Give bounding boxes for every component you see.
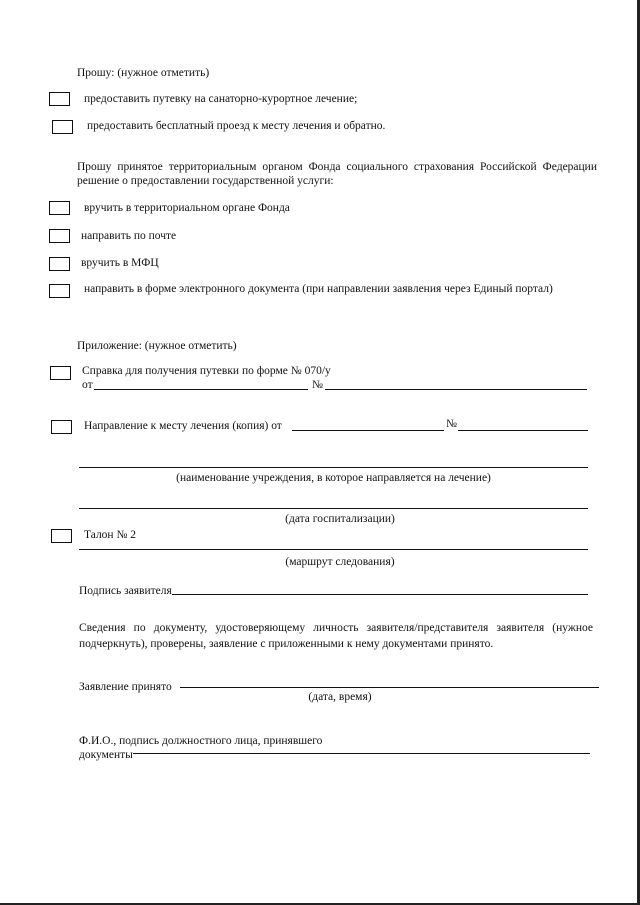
spravka-number-field[interactable] <box>325 389 587 390</box>
talon-label: Талон № 2 <box>84 529 137 541</box>
option-voucher: предоставить путевку на санаторно-курортное лечение; <box>84 93 358 105</box>
section2-heading-line1: Прошу принятое территориальным органом Фонда социального страхования Российской Федерации <box>77 161 597 173</box>
option-deliver-fund: вручить в территориальном органе Фонда <box>84 202 290 214</box>
napravlenie-date-field[interactable] <box>292 430 444 431</box>
checkbox-free-travel[interactable] <box>52 120 73 134</box>
verification-text: Сведения по документу, удостоверяющему личность заявителя/представителя заявителя (нужное подчеркнуть), проверены, заявление с приложенными к нему документами принято. <box>79 622 593 650</box>
checkbox-talon[interactable] <box>51 529 72 543</box>
attachments-heading: Приложение: (нужное отметить) <box>77 340 237 352</box>
applicant-signature-field[interactable] <box>172 594 588 595</box>
napravlenie-number-field[interactable] <box>458 430 588 431</box>
checkbox-electronic[interactable] <box>49 284 70 298</box>
official-signature-field[interactable] <box>133 753 590 754</box>
route-caption: (маршрут следования) <box>285 556 395 568</box>
acceptance-label: Заявление принято <box>79 681 172 693</box>
checkbox-voucher[interactable] <box>49 92 70 106</box>
acceptance-caption: (дата, время) <box>308 691 372 703</box>
spravka-date-label: от <box>82 379 93 391</box>
option-by-mail: направить по почте <box>81 230 177 242</box>
spravka-label: Справка для получения путевки по форме № 070/у <box>82 365 331 377</box>
option-electronic: направить в форме электронного документа (при направлении заявления через Единый портал) <box>84 283 553 295</box>
applicant-signature-label: Подпись заявителя <box>79 585 172 597</box>
checkbox-spravka[interactable] <box>50 366 71 380</box>
checkbox-by-mail[interactable] <box>49 229 70 243</box>
checkbox-mfc[interactable] <box>49 257 70 271</box>
official-label-line1: Ф.И.О., подпись должностного лица, принявшего <box>79 735 323 747</box>
hospitalization-field[interactable] <box>79 508 588 509</box>
napravlenie-label: Направление к месту лечения (копия) от <box>84 420 282 432</box>
spravka-date-field[interactable] <box>94 389 308 390</box>
official-label-line2: документы <box>79 749 133 761</box>
napravlenie-number-label: № <box>446 418 457 430</box>
route-field[interactable] <box>79 549 588 550</box>
hospitalization-caption: (дата госпитализации) <box>285 513 395 525</box>
option-free-travel: предоставить бесплатный проезд к месту лечения и обратно. <box>87 120 386 132</box>
spravka-number-label: № <box>312 379 323 391</box>
section1-heading: Прошу: (нужное отметить) <box>77 67 210 79</box>
institution-caption: (наименование учреждения, в которое направляется на лечение) <box>176 472 491 484</box>
section2-heading-line2: решение о предоставлении государственной услуги: <box>77 175 334 187</box>
institution-field[interactable] <box>79 467 588 468</box>
checkbox-deliver-fund[interactable] <box>49 201 70 215</box>
option-mfc: вручить в МФЦ <box>81 257 159 269</box>
checkbox-napravlenie[interactable] <box>51 420 72 434</box>
acceptance-field[interactable] <box>180 687 599 688</box>
